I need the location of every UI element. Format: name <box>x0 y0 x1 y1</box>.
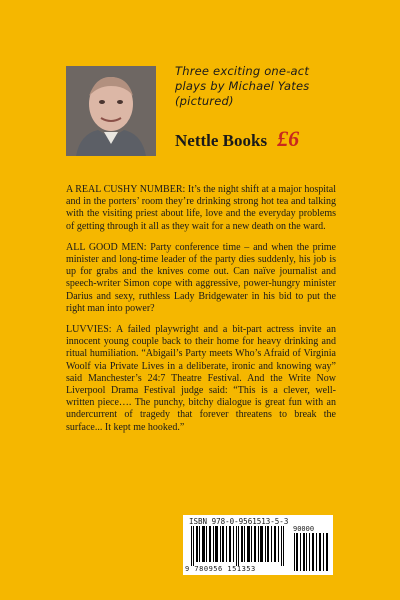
barcode-addon-icon <box>293 533 329 571</box>
barcode-addon-bars <box>293 533 329 571</box>
synopsis <box>66 184 336 443</box>
play-title-3: LUVVIES: <box>66 324 112 336</box>
blurb-text: Three exciting one-act plays by Michael Yates (pictured) <box>175 64 310 108</box>
barcode-digits: 9 780956 151353 <box>185 565 256 573</box>
play-title-2: ALL GOOD MEN: <box>66 241 147 253</box>
barcode-addon-number: 90000 <box>293 525 315 533</box>
isbn-number: ISBN 978-0-9561513-5-3 <box>189 517 289 526</box>
play-synopsis-2 <box>66 242 336 315</box>
play-text-2: Party conference time – and when the prime minister and long-time leader of the party dies suddenly, his job is up for grabs and the knives come out. Can naïve journalist and speech-writer Simon cope with aggressive, power-hungry minister Darius and sexy, ruthless Lady Bridgewater in his bid to put the right man into power? <box>66 241 336 314</box>
author-portrait-image <box>66 66 156 156</box>
publisher-name: Nettle Books <box>175 131 268 150</box>
author-photo <box>66 66 156 156</box>
play-synopsis-3 <box>66 324 336 434</box>
play-text-1: It’s the night shift at a major hospital and in the porters’ room they’re drinking strong hot tea and talking with the visiting priest about life, love and the everyday problems of getting through it all as they wait for a new death on the ward. <box>66 184 336 232</box>
publisher-line <box>175 126 299 152</box>
barcode-bars <box>189 526 289 566</box>
play-text-3: A failed playwright and a bit-part actress invite an innocent young couple back to their home for heavy drinking and ritual humiliation. “Abigail’s Party meets Who’s Afraid of Virginia Woolf via Private Lives in a deliberate, ironic and knowing way” said Manchester’s 24:7 Theatre Festival. And the Write Now Liverpool Drama Festival judge said: “This is a clever, well-written piece…. The punchy, bitchy dialogue is great fun with an undercurrent of tragedy that forever threatens to break the surface... It kept me hooked.” <box>66 324 336 433</box>
price: £6 <box>277 126 300 151</box>
play-title-1: A REAL CUSHY NUMBER: <box>66 184 186 195</box>
barcode-icon <box>189 526 289 566</box>
play-synopsis-1 <box>66 184 336 233</box>
barcode-box <box>183 515 333 575</box>
